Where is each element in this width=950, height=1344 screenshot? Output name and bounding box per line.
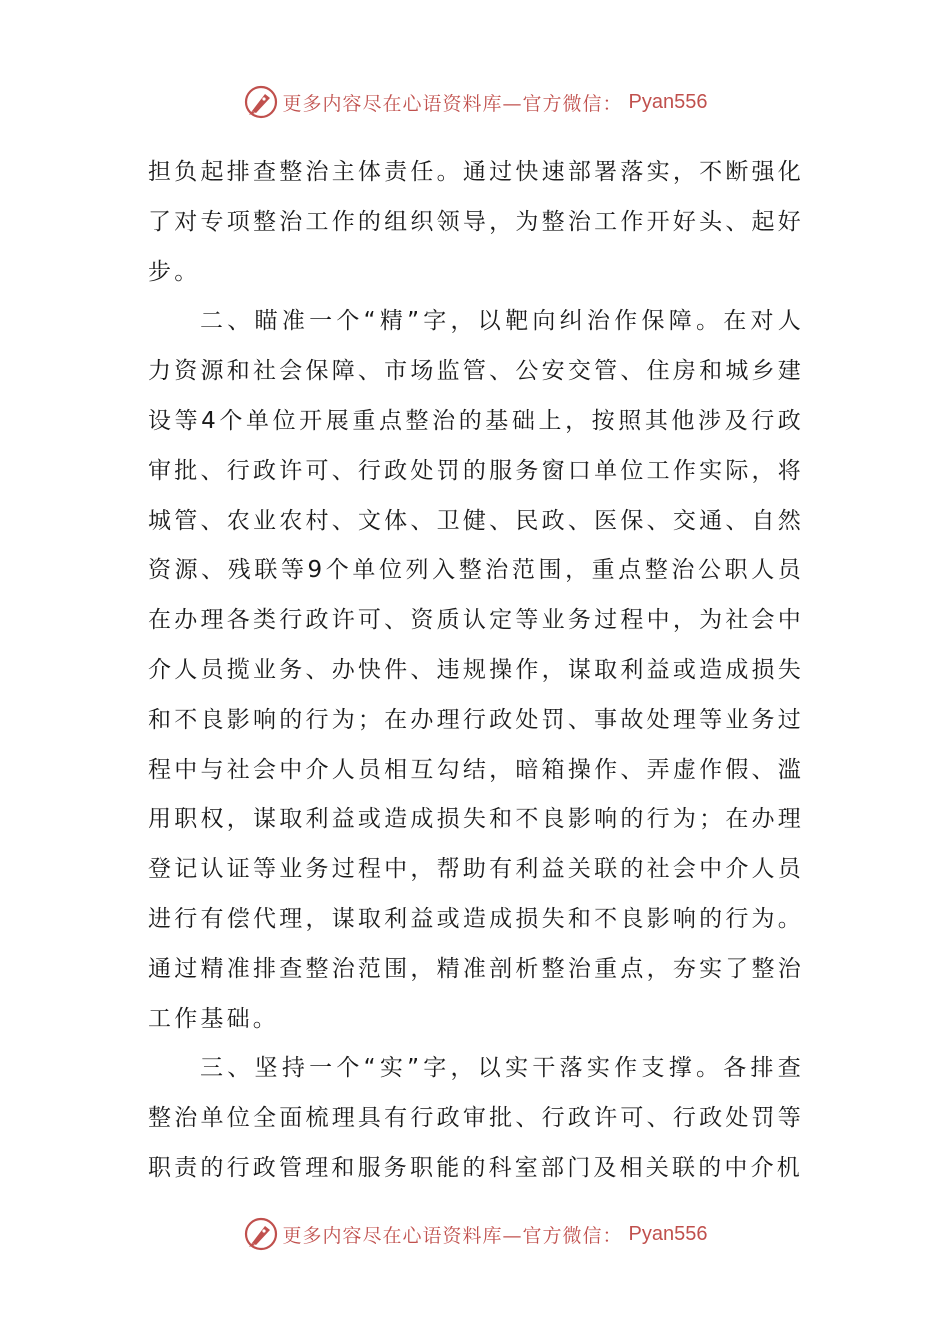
header-watermark <box>0 80 950 124</box>
paragraph-continuation: 担负起排查整治主体责任。通过快速部署落实，不断强化了对专项整治工作的组织领导，为整治工作开好头、起好步。 <box>148 159 804 285</box>
watermark-text: 更多内容尽在心语资料库—官方微信： <box>282 1224 623 1247</box>
paragraph-section-two: 二、瞄准一个“精”字，以靶向纠治作保障。在对人力资源和社会保障、市场监管、公安交管、住房和城乡建设等4个单位开展重点整治的基础上，按照其他涉及行政审批、行政许可、行政处罚的服务窗口单位工作实际，将城管、农业农村、文体、卫健、民政、医保、交通、自然资源、残联等9个单位列入整治范围，重点整治公职人员在办理各类行政许可、资质认定等业务过程中，为社会中介人员揽业务、办快件、违规操作，谋取利益或造成损失和不良影响的行为；在办理行政处罚、事故处理等业务过程中与社会中介人员相互勾结，暗箱操作、弄虚作假、滥用职权，谋取利益或造成损失和不良影响的行为；在办理登记认证等业务过程中，帮助有利益关联的社会中介人员进行有偿代理，谋取利益或造成损失和不良影响的行为。通过精准排查整治范围，精准剖析整治重点，夯实了整治工作基础。 <box>148 308 804 1032</box>
document-body <box>148 148 804 1194</box>
paragraph-section-three: 三、坚持一个“实”字，以实干落实作支撑。各排查整治单位全面梳理具有行政审批、行政许可、行政处罚等职责的行政管理和服务职能的科室部门及相关联的中介机 <box>148 1055 804 1181</box>
wechat-account: Pyan556 <box>628 90 708 113</box>
watermark-text: 更多内容尽在心语资料库—官方微信： <box>282 92 623 115</box>
wechat-account: Pyan556 <box>628 1222 708 1245</box>
pen-nib-icon <box>243 1216 279 1252</box>
footer-watermark <box>0 1212 950 1256</box>
pen-nib-icon <box>243 84 279 120</box>
